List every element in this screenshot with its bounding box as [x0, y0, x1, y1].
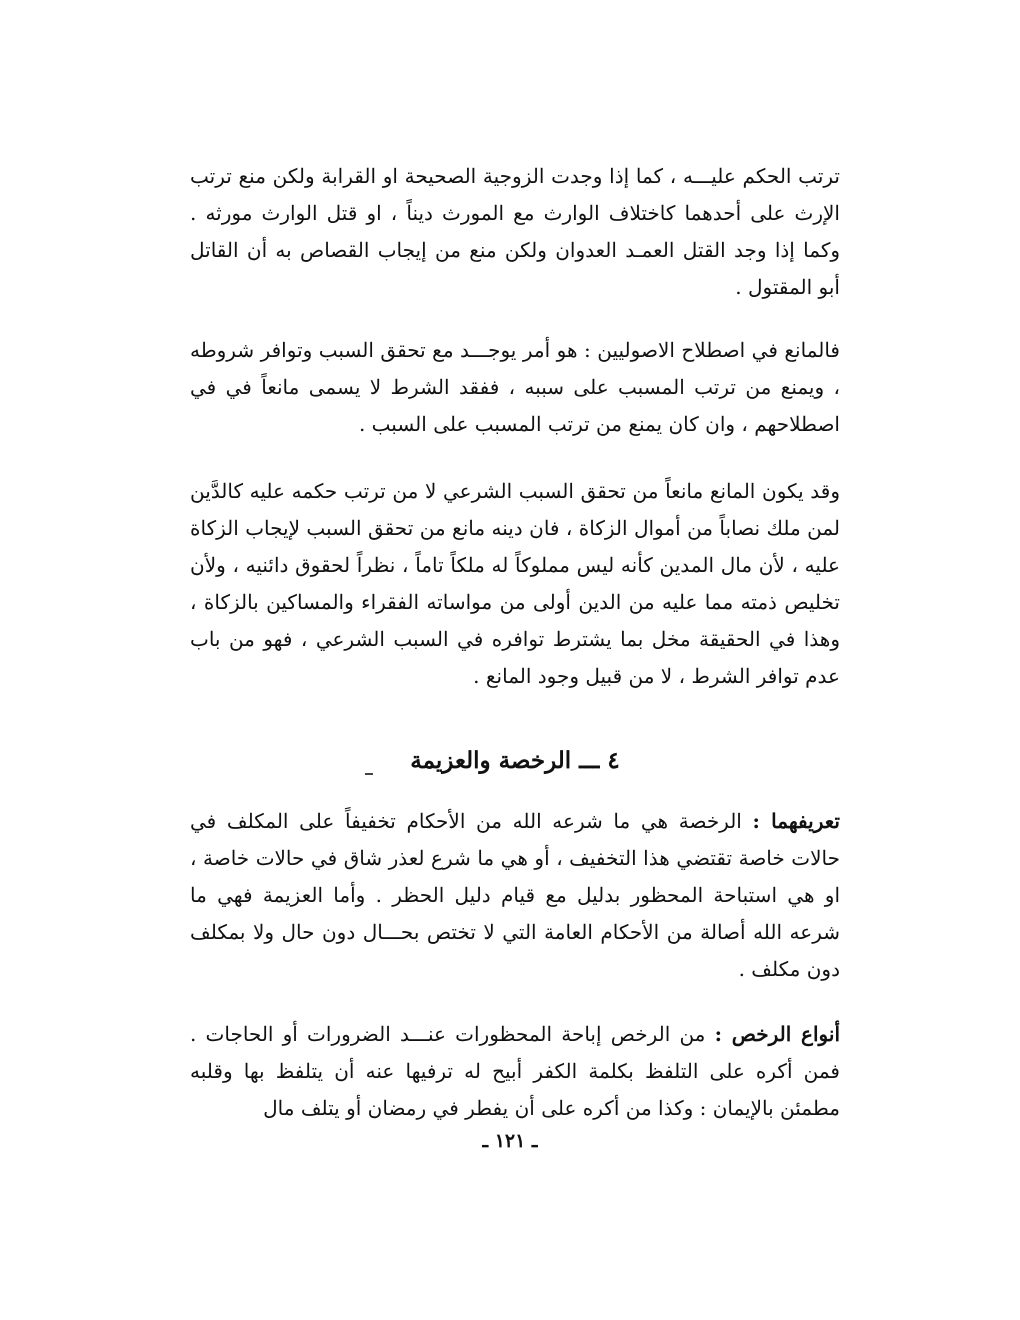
definition-text: الرخصة هي ما شرعه الله من الأحكام تخفيفاً على المكلف في حالات خاصة تقتضي هذا التخفيف ، أو هي ما شرع لعذر شاق في حالات خاصة ، او هي استباحة المحظور بدليل مع قيام دليل الحظر . وأما العزيمة فهي ما شرعه الله أصالة من الأحكام العامة التي لا تختص بحـــال دون حال ولا بمكلف دون مكلف .	[190, 809, 840, 981]
types-label: أنواع الرخص :	[714, 1022, 841, 1046]
section-heading: ٤ ـــ الرخصة والعزيمة	[410, 747, 620, 774]
types-text: من الرخص إباحة المحظورات عنـــد الضرورات أو الحاجات . فمن أكره على التلفظ بكلمة الكفر أبيح له ترفيها عنه أن يتلفظ بها وقلبه مطمئن بالإيمان : وكذا من أكره على أن يفطر في رمضان أو يتلف مال	[190, 1022, 840, 1120]
page-number: ـ ١٢١ ـ	[482, 1130, 538, 1152]
stray-mark	[365, 773, 373, 775]
definition-label: تعريفهما :	[752, 809, 840, 833]
page-body	[190, 158, 840, 1127]
section-heading-wrap	[190, 695, 840, 803]
paragraph-zakat-debt-example: وقد يكون المانع مانعاً من تحقق السبب الشرعي لا من ترتب حكمه عليه كالدَّين لمن ملك نصاباً من أموال الزكاة ، فان دينه مانع من تحقق السبب لإيجاب الزكاة عليه ، لأن مال المدين كأنه ليس مملوكاً له ملكاً تاماً ، نظراً لحقوق دائنيه ، ولأن تخليص ذمته مما عليه من الدين أولى من مواساته الفقراء والمساكين بالزكاة ، وهذا في الحقيقة مخل بما يشترط توافره في السبب الشرعي ، فهو من باب عدم توافر الشرط ، لا من قبيل وجود المانع .	[190, 479, 840, 688]
paragraph-inheritance-example: ترتب الحكم عليـــه ، كما إذا وجدت الزوجية الصحيحة او القرابة ولكن منع ترتب الإرث على أحدهما كاختلاف الوارث مع المورث ديناً ، او قتل الوارث مورثه . وكما إذا وجد القتل العمـد العدوان ولكن منع من إيجاب القصاص به أن القاتل أبو المقتول .	[190, 164, 840, 299]
paragraph-impediment-definition: فالمانع في اصطلاح الاصوليين : هو أمر يوجـــد مع تحقق السبب وتوافر شروطه ، ويمنع من ترتب المسبب على سببه ، ففقد الشرط لا يسمى مانعاً في في اصطلاحهم ، وان كان يمنع من ترتب المسبب على السبب .	[190, 338, 840, 436]
paragraph-definition	[190, 803, 840, 988]
paragraph-types-of-rukhsa	[190, 1016, 840, 1127]
